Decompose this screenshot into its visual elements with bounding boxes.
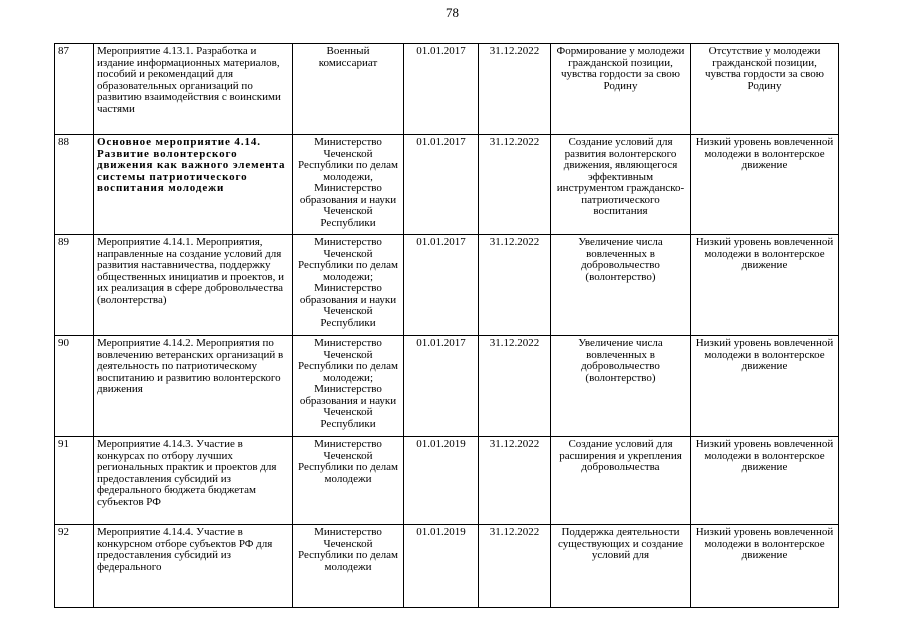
end-date: 31.12.2022 xyxy=(479,525,551,608)
row-number: 89 xyxy=(55,235,94,336)
responsible-executor: Министерство Чеченской Республики по делам молодежи xyxy=(293,437,404,525)
start-date: 01.01.2017 xyxy=(404,135,479,235)
responsible-executor: Министерство Чеченской Республики по делам молодежи; Министерство образования и науки Чеченской Республики xyxy=(293,336,404,437)
responsible-executor: Военный комиссариат xyxy=(293,44,404,135)
start-date: 01.01.2019 xyxy=(404,525,479,608)
end-date: 31.12.2022 xyxy=(479,44,551,135)
activity-name: Основное мероприятие 4.14. Развитие волонтерского движения как важного элемента системы патриотического воспитания молодежи xyxy=(94,135,293,235)
activity-name: Мероприятие 4.13.1. Разработка и издание информационных материалов, пособий и рекомендаций для образовательных организаций по развитию взаимодействия с воинскими частями xyxy=(94,44,293,135)
expected-result: Увеличение числа вовлеченных в добровольчество (волонтерство) xyxy=(551,336,691,437)
table-row xyxy=(55,44,839,135)
table-row xyxy=(55,135,839,235)
expected-result: Формирование у молодежи гражданской позиции, чувства гордости за свою Родину xyxy=(551,44,691,135)
start-date: 01.01.2019 xyxy=(404,437,479,525)
row-number: 92 xyxy=(55,525,94,608)
end-date: 31.12.2022 xyxy=(479,437,551,525)
row-number: 87 xyxy=(55,44,94,135)
non-implementation-consequence: Низкий уровень вовлеченной молодежи в волонтерское движение xyxy=(691,437,839,525)
expected-result: Увеличение числа вовлеченных в добровольчество (волонтерство) xyxy=(551,235,691,336)
activity-name: Мероприятие 4.14.3. Участие в конкурсах по отбору лучших региональных практик и проектов для предоставления субсидий из федерального бюджета бюджетам субъектов РФ xyxy=(94,437,293,525)
activity-name: Мероприятие 4.14.2. Мероприятия по вовлечению ветеранских организаций в деятельность по патриотическому воспитанию и развитию волонтерского движения xyxy=(94,336,293,437)
responsible-executor: Министерство Чеченской Республики по делам молодежи, Министерство образования и науки Чеченской Республики xyxy=(293,135,404,235)
start-date: 01.01.2017 xyxy=(404,336,479,437)
table-row xyxy=(55,336,839,437)
page-number: 78 xyxy=(446,5,459,20)
start-date: 01.01.2017 xyxy=(404,235,479,336)
row-number: 90 xyxy=(55,336,94,437)
end-date: 31.12.2022 xyxy=(479,235,551,336)
responsible-executor: Министерство Чеченской Республики по делам молодежи xyxy=(293,525,404,608)
start-date: 01.01.2017 xyxy=(404,44,479,135)
responsible-executor: Министерство Чеченской Республики по делам молодежи; Министерство образования и науки Чеченской Республики xyxy=(293,235,404,336)
row-number: 88 xyxy=(55,135,94,235)
activity-name: Мероприятие 4.14.4. Участие в конкурсном отборе субъектов РФ для предоставления субсидий из федерального xyxy=(94,525,293,608)
end-date: 31.12.2022 xyxy=(479,135,551,235)
non-implementation-consequence: Низкий уровень вовлеченной молодежи в волонтерское движение xyxy=(691,525,839,608)
expected-result: Создание условий для развития волонтерского движения, являющегося эффективным инструментом гражданско-патриотического воспитания xyxy=(551,135,691,235)
table-row xyxy=(55,525,839,608)
end-date: 31.12.2022 xyxy=(479,336,551,437)
non-implementation-consequence: Низкий уровень вовлеченной молодежи в волонтерское движение xyxy=(691,135,839,235)
activity-name: Мероприятие 4.14.1. Мероприятия, направленные на создание условий для развития наставничества, поддержку общественных инициатив и проектов, и их реализация в сфере добровольчества (волонтерства) xyxy=(94,235,293,336)
table-row xyxy=(55,235,839,336)
non-implementation-consequence: Отсутствие у молодежи гражданской позиции, чувства гордости за свою Родину xyxy=(691,44,839,135)
non-implementation-consequence: Низкий уровень вовлеченной молодежи в волонтерское движение xyxy=(691,235,839,336)
expected-result: Создание условий для расширения и укрепления добровольчества xyxy=(551,437,691,525)
non-implementation-consequence: Низкий уровень вовлеченной молодежи в волонтерское движение xyxy=(691,336,839,437)
row-number: 91 xyxy=(55,437,94,525)
table-row xyxy=(55,437,839,525)
program-activities-table xyxy=(54,43,839,608)
expected-result: Поддержка деятельности существующих и создание условий для xyxy=(551,525,691,608)
